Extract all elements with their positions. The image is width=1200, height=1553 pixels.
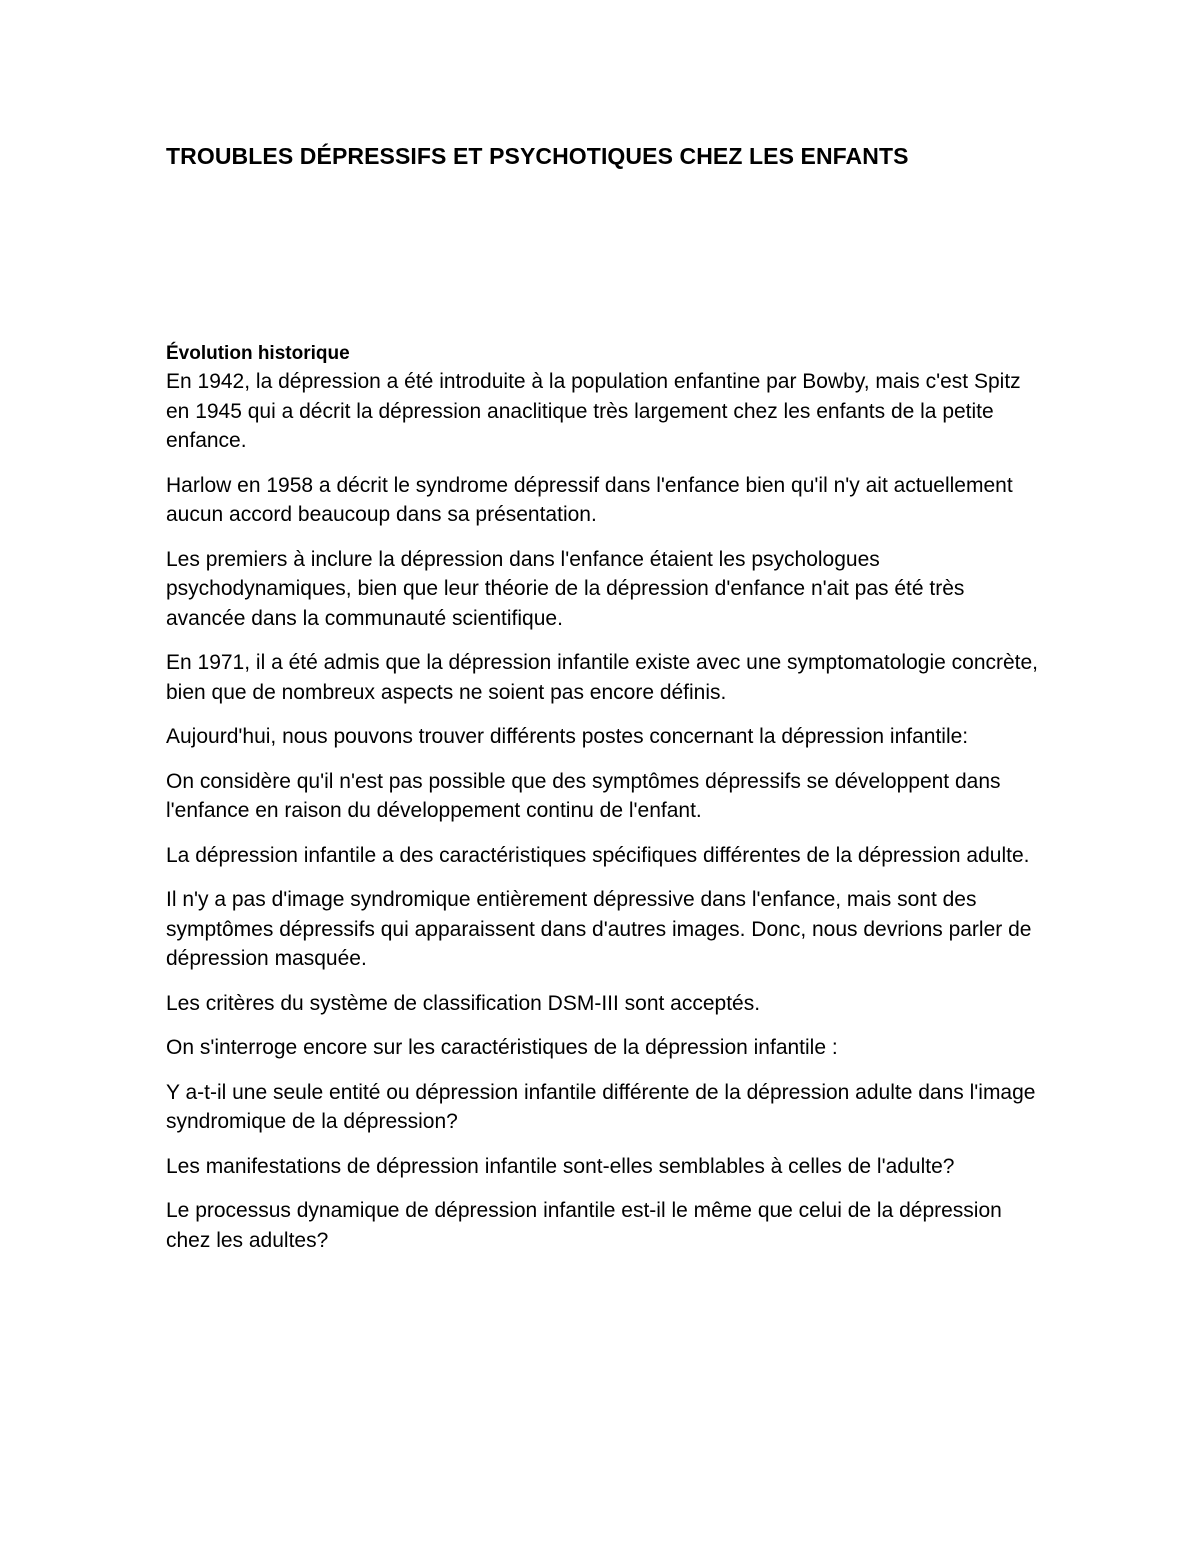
paragraph: Les premiers à inclure la dépression dans l'enfance étaient les psychologues psychodynamiques, bien que leur théorie de la dépression d'enfance n'ait pas été très avancée dans la communauté scientifique. [166, 547, 965, 630]
paragraph: Y a-t-il une seule entité ou dépression infantile différente de la dépression adulte dans l'image syndromique de la dépression? [166, 1080, 1036, 1133]
paragraph: On s'interroge encore sur les caractéristiques de la dépression infantile : [166, 1036, 838, 1059]
paragraph: On considère qu'il n'est pas possible que des symptômes dépressifs se développent dans l'enfance en raison du développement continu de l'enfant. [166, 769, 1001, 822]
paragraph: Le processus dynamique de dépression infantile est-il le même que celui de la dépression chez les adultes? [166, 1199, 1002, 1252]
paragraph: Les manifestations de dépression infantile sont-elles semblables à celles de l'adulte? [166, 1154, 955, 1178]
paragraph: La dépression infantile a des caractéristiques spécifiques différentes de la dépression adulte. [166, 843, 1030, 867]
document-title: TROUBLES DÉPRESSIFS ET PSYCHOTIQUES CHEZ LES ENFANTS [166, 143, 909, 169]
paragraph: Harlow en 1958 a décrit le syndrome dépressif dans l'enfance bien qu'il n'y ait actuellement aucun accord beaucoup dans sa présentation. [166, 473, 1013, 526]
paragraph: En 1971, il a été admis que la dépression infantile existe avec une symptomatologie concrète, bien que de nombreux aspects ne soient pas encore définis. [166, 651, 1039, 704]
document-body [166, 140, 1046, 1255]
section-heading: Évolution historique [166, 343, 350, 364]
paragraph: Aujourd'hui, nous pouvons trouver différents postes concernant la dépression infantile: [166, 725, 969, 748]
paragraph: Les critères du système de classification DSM-III sont acceptés. [166, 991, 761, 1015]
paragraph: Il n'y a pas d'image syndromique entièrement dépressive dans l'enfance, mais sont des symptômes dépressifs qui apparaissent dans d'autres images. Donc, nous devrions parler de dépression masquée. [166, 888, 1032, 970]
paragraph: En 1942, la dépression a été introduite à la population enfantine par Bowby, mais c'est Spitz en 1945 qui a décrit la dépression anaclitique très largement chez les enfants de la petite enfance. [166, 370, 1021, 452]
